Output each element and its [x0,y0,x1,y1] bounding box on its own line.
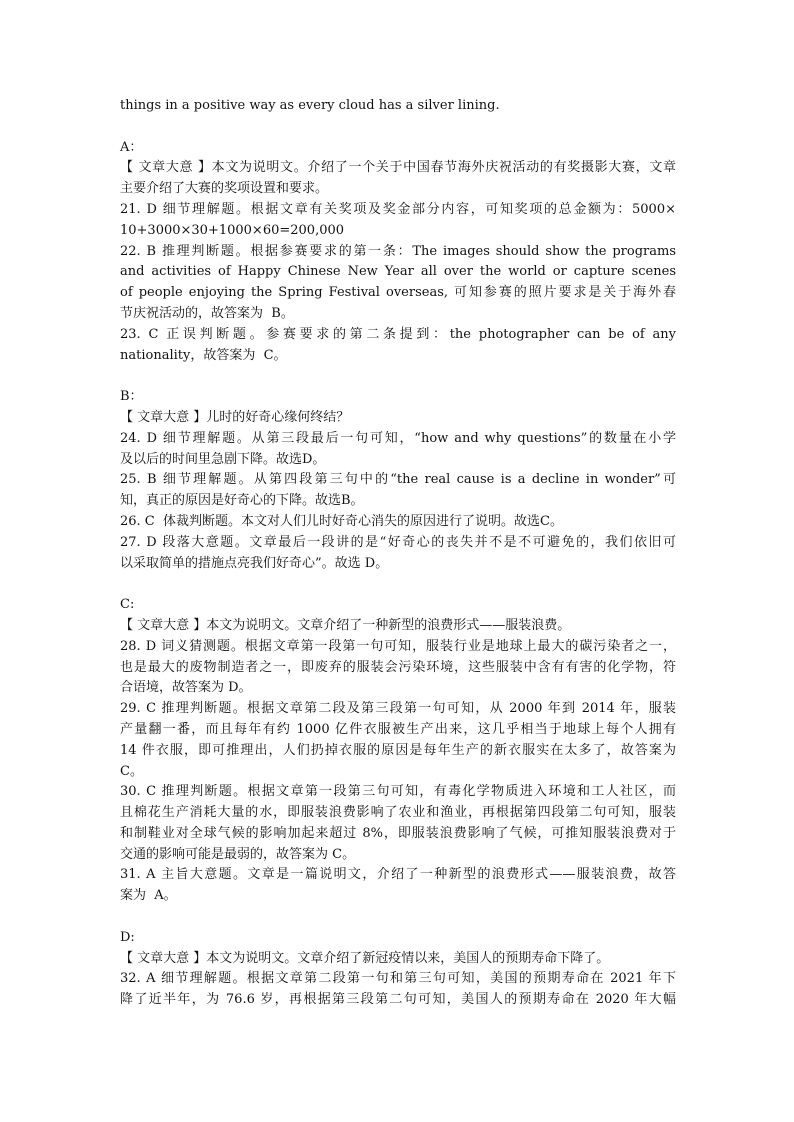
answer-section [120,928,676,1011]
text-line: 31. A 主旨大意题。文章是一篇说明文，介绍了一种新型的浪费形式——服装浪费，故答 [120,867,676,883]
text-line: 【 文章大意 】本文为说明文。文章介绍了新冠疫情以来，美国人的预期寿命下降了。 [120,950,610,966]
text-line: 29. C 推理判断题。根据文章第二段及第三段第一句可知，从 2000 年到 2014 年，服装 [120,701,676,717]
text-line: 22. B 推理判断题。根据参赛要求的第一条：The images should show the programs [120,243,676,259]
text-line: nationality，故答案为 C。 [120,347,287,363]
answer-section [120,595,676,907]
text-line: 【 文章大意 】本文为说明文。文章介绍了一种新型的浪费形式——服装浪费。 [120,617,571,633]
section-spacer [120,366,676,387]
text-line: 交通的影响可能是最弱的，故答案为 C。 [120,846,356,862]
text-line: 【 文章大意 】儿时的好奇心缘何终结？ [120,409,350,425]
text-line: 27. D 段落大意题。文章最后一段讲的是“好奇心的丧失并不是不可避免的，我们依旧可 [120,534,676,550]
section-spacer [120,117,676,138]
section-label: D: [120,929,135,945]
section-spacer [120,907,676,928]
section-label: C: [120,597,135,613]
text-line: 且棉花生产消耗大量的水，即服装浪费影响了农业和渔业，再根据第四段第二句可知，服装 [120,805,676,821]
section-spacer [120,574,676,595]
text-line: 【 文章大意 】本文为说明文。介绍了一个关于中国春节海外庆祝活动的有奖摄影大赛，文章 [120,160,676,176]
text-line: 28. D 词义猜测题。根据文章第一段第一句可知，服装行业是地球上最大的碳污染者之一， [120,638,676,654]
text-line: and activities of Happy Chinese New Year all over the world or capture scenes [120,264,676,280]
text-line: 合语境，故答案为 D。 [120,680,252,696]
text-line: of people enjoying the Spring Festival overseas, 可知参赛的照片要求是关于海外春 [120,285,676,301]
text-line: 23. C 正误判断题。参赛要求的第二条提到：the photographer can be of any [120,326,676,342]
text-line: 产量翻一番，而且每年有约 1000 亿件衣服被生产出来，这几乎相当于地球上每个人拥有 [120,721,676,737]
text-line: 知，真正的原因是好奇心的下降。故选B。 [120,493,364,509]
text-line: 主要介绍了大赛的奖项设置和要求。 [120,181,329,197]
text-line: 也是最大的废物制造者之一，即废弃的服装会污染环境，这些服装中含有有害的化学物，符 [120,659,676,675]
answer-sections [120,138,676,1011]
text-line: 30. C 推理判断题。根据文章第一段第三句可知，有毒化学物质进入环境和工人社区，而 [120,784,676,800]
text-line: 32. A 细节理解题。根据文章第二段第一句和第三句可知，美国的预期寿命在 2021 年下 [120,971,676,987]
text-line: 24. D 细节理解题。从第三段最后一句可知，“how and why questions”的数量在小学 [120,430,676,446]
text-line: C。 [120,763,143,779]
text-line: 14 件衣服，即可推理出，人们扔掉衣服的原因是每年生产的新衣服实在太多了，故答案为 [120,742,676,758]
answer-section [120,387,676,574]
text-line: 及以后的时间里急剧下降。故选D。 [120,451,326,467]
text-line: 10+3000×30+1000×60=200,000 [120,222,345,238]
text-line: 降了近半年，为 76.6 岁，再根据第三段第二句可知，美国人的预期寿命在 2020 年大幅 [120,992,676,1008]
answer-section [120,138,676,367]
section-label: A： [120,139,143,155]
text-line: 节庆祝活动的，故答案为 B。 [120,305,294,321]
answer-key-page [120,96,676,1011]
text-line: 26. C 体裁判断题。本文对人们儿时好奇心消失的原因进行了说明。故选C。 [120,513,563,529]
section-label: B： [120,389,143,405]
text-line: 和制鞋业对全球气候的影响加起来超过 8%，即服装浪费影响了气候，可推知服装浪费对于 [120,825,676,841]
text-line: 25. B 细节理解题。从第四段第三句中的“the real cause is a decline in wonder”可 [120,472,676,488]
intro-tail-line: things in a positive way as every cloud has a silver lining. [120,98,500,113]
text-line: 21. D 细节理解题。根据文章有关奖项及奖金部分内容，可知奖项的总金额为：5000× [120,201,676,217]
text-line: 以采取简单的措施点亮我们好奇心”。故选 D。 [120,555,389,571]
text-line: 案为 A。 [120,888,177,904]
